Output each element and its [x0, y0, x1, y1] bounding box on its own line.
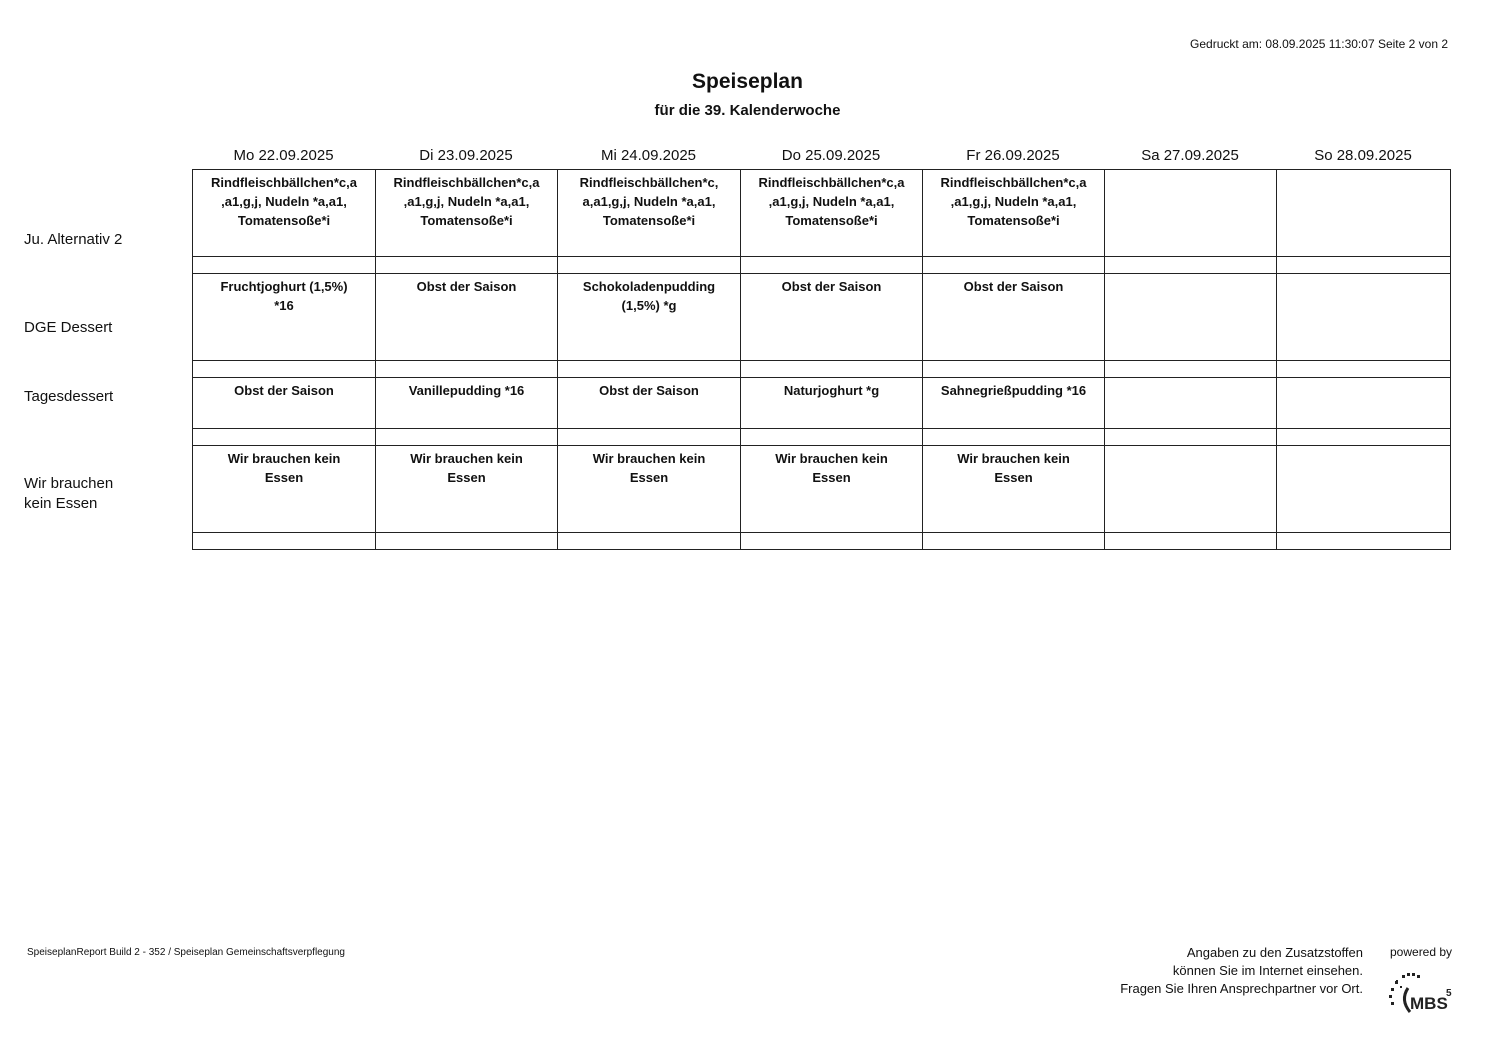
- menu-item-text: [1277, 446, 1450, 449]
- menu-cell-tagesdessert-tue: [376, 378, 558, 429]
- menu-item-text: Rindfleischbällchen*c,a ,a1,g,j, Nudeln *a,a1, Tomatensoße*i: [211, 175, 357, 228]
- menu-row-kein-essen: [193, 446, 1451, 533]
- menu-item-text: Fruchtjoghurt (1,5%) *16: [220, 279, 348, 313]
- menu-cell-tagesdessert-wed: [558, 378, 741, 429]
- spacer-cell: [1277, 429, 1451, 446]
- menu-cell-dge-dessert-fri: [923, 274, 1105, 361]
- menu-item-text: Obst der Saison: [416, 279, 517, 294]
- menu-row-tagesdessert: [193, 378, 1451, 429]
- menu-cell-dge-dessert-sat: [1105, 274, 1277, 361]
- menu-item-text: [1105, 446, 1276, 449]
- day-header-wed: Mi 24.09.2025: [600, 147, 697, 164]
- menu-cell-ju-alternativ-mon: [193, 170, 376, 257]
- menu-item-text: Wir brauchen kein Essen: [592, 451, 706, 485]
- menu-cell-kein-essen-wed: [558, 446, 741, 533]
- menu-cell-tagesdessert-sun: [1277, 378, 1451, 429]
- spacer-row: [193, 533, 1451, 550]
- menu-item-text: Rindfleischbällchen*c,a ,a1,g,j, Nudeln *a,a1, Tomatensoße*i: [758, 175, 905, 228]
- menu-cell-dge-dessert-wed: [558, 274, 741, 361]
- menu-cell-dge-dessert-mon: [193, 274, 376, 361]
- spacer-cell: [1105, 429, 1277, 446]
- menu-item-text: Rindfleischbällchen*c,a ,a1,g,j, Nudeln *a,a1, Tomatensoße*i: [940, 175, 1087, 228]
- menu-cell-ju-alternativ-fri: [923, 170, 1105, 257]
- spacer-cell: [923, 429, 1105, 446]
- spacer-cell: [558, 257, 741, 274]
- logo-superscript: 5: [1446, 988, 1452, 999]
- additives-note-line: können Sie im Internet einsehen.: [1172, 963, 1363, 978]
- spacer-cell: [193, 429, 376, 446]
- spacer-cell: [741, 533, 923, 550]
- menu-row-dge-dessert: [193, 274, 1451, 361]
- menu-cell-kein-essen-fri: [923, 446, 1105, 533]
- spacer-cell: [558, 429, 741, 446]
- spacer-cell: [193, 533, 376, 550]
- menu-cell-ju-alternativ-wed: [558, 170, 741, 257]
- page-title: Speiseplan: [692, 70, 803, 93]
- menu-cell-ju-alternativ-tue: [376, 170, 558, 257]
- spacer-row: [193, 429, 1451, 446]
- day-header-fri: Fr 26.09.2025: [966, 147, 1060, 164]
- menu-cell-tagesdessert-thu: [741, 378, 923, 429]
- page-subtitle: für die 39. Kalenderwoche: [654, 102, 841, 119]
- day-header-mon: Mo 22.09.2025: [233, 147, 334, 164]
- menu-item-text: Obst der Saison: [599, 383, 699, 398]
- row-label-dge-dessert: DGE Dessert: [24, 319, 113, 336]
- menu-item-text: [1277, 274, 1450, 277]
- menu-item-text: Wir brauchen kein Essen: [775, 451, 888, 485]
- spacer-cell: [1105, 533, 1277, 550]
- menu-table: [192, 169, 1451, 550]
- menu-item-text: Vanillepudding *16: [408, 383, 525, 398]
- spacer-cell: [741, 429, 923, 446]
- row-label-tagesdessert: Tagesdessert: [24, 388, 114, 405]
- menu-cell-ju-alternativ-sat: [1105, 170, 1277, 257]
- spacer-cell: [1105, 257, 1277, 274]
- mbs-logo: [1386, 972, 1458, 1020]
- menu-item-text: Obst der Saison: [234, 383, 334, 398]
- additives-note: [1120, 944, 1363, 998]
- menu-item-text: Schokoladenpudding (1,5%) *g: [582, 279, 716, 313]
- row-label-kein-essen: Wir brauchen kein Essen: [24, 475, 114, 512]
- spacer-cell: [741, 361, 923, 378]
- day-header-row: [192, 146, 1450, 166]
- spacer-cell: [558, 533, 741, 550]
- row-label-ju-alternativ: Ju. Alternativ 2: [24, 231, 123, 248]
- spacer-row: [193, 257, 1451, 274]
- menu-item-text: [1105, 274, 1276, 277]
- menu-item-text: [1277, 378, 1450, 381]
- menu-item-text: Wir brauchen kein Essen: [410, 451, 523, 485]
- spacer-cell: [193, 361, 376, 378]
- menu-cell-kein-essen-thu: [741, 446, 923, 533]
- spacer-cell: [1105, 361, 1277, 378]
- menu-item-text: Wir brauchen kein Essen: [957, 451, 1070, 485]
- menu-item-text: Naturjoghurt *g: [783, 383, 880, 398]
- additives-note-line: Angaben zu den Zusatzstoffen: [1186, 945, 1363, 960]
- report-info: SpeiseplanReport Build 2 - 352 / Speiseplan Gemeinschaftsverpflegung: [27, 947, 345, 958]
- spacer-cell: [376, 533, 558, 550]
- menu-cell-kein-essen-tue: [376, 446, 558, 533]
- menu-cell-kein-essen-sat: [1105, 446, 1277, 533]
- spacer-cell: [923, 533, 1105, 550]
- menu-cell-dge-dessert-tue: [376, 274, 558, 361]
- spacer-cell: [558, 361, 741, 378]
- menu-item-text: [1277, 170, 1450, 173]
- powered-by-label: powered by: [1390, 945, 1453, 959]
- menu-row-ju-alternativ: [193, 170, 1451, 257]
- day-header-sun: So 28.09.2025: [1314, 147, 1412, 164]
- menu-cell-dge-dessert-sun: [1277, 274, 1451, 361]
- menu-cell-kein-essen-sun: [1277, 446, 1451, 533]
- spacer-cell: [1277, 533, 1451, 550]
- spacer-cell: [376, 429, 558, 446]
- spacer-cell: [923, 257, 1105, 274]
- spacer-cell: [923, 361, 1105, 378]
- menu-cell-ju-alternativ-sun: [1277, 170, 1451, 257]
- spacer-cell: [193, 257, 376, 274]
- spacer-cell: [741, 257, 923, 274]
- spacer-cell: [376, 361, 558, 378]
- menu-item-text: Wir brauchen kein Essen: [227, 451, 341, 485]
- day-header-sat: Sa 27.09.2025: [1141, 147, 1239, 164]
- menu-item-text: [1105, 170, 1276, 173]
- spacer-cell: [1277, 257, 1451, 274]
- menu-item-text: Sahnegrießpudding *16: [940, 383, 1087, 398]
- spacer-row: [193, 361, 1451, 378]
- printed-timestamp: Gedruckt am: 08.09.2025 11:30:07 Seite 2 von 2: [1190, 37, 1448, 51]
- menu-item-text: [1105, 378, 1276, 381]
- menu-cell-tagesdessert-fri: [923, 378, 1105, 429]
- menu-item-text: Obst der Saison: [963, 279, 1064, 294]
- menu-cell-dge-dessert-thu: [741, 274, 923, 361]
- spacer-cell: [376, 257, 558, 274]
- day-header-tue: Di 23.09.2025: [419, 147, 513, 164]
- menu-item-text: Obst der Saison: [781, 279, 882, 294]
- menu-cell-tagesdessert-sat: [1105, 378, 1277, 429]
- menu-item-text: Rindfleischbällchen*c, a,a1,g,j, Nudeln *a,a1, Tomatensoße*i: [579, 175, 719, 228]
- menu-cell-kein-essen-mon: [193, 446, 376, 533]
- menu-cell-tagesdessert-mon: [193, 378, 376, 429]
- spacer-cell: [1277, 361, 1451, 378]
- additives-note-line: Fragen Sie Ihren Ansprechpartner vor Ort.: [1120, 981, 1363, 996]
- menu-cell-ju-alternativ-thu: [741, 170, 923, 257]
- menu-item-text: Rindfleischbällchen*c,a ,a1,g,j, Nudeln *a,a1, Tomatensoße*i: [393, 175, 540, 228]
- day-header-thu: Do 25.09.2025: [781, 147, 881, 164]
- logo-text: MBS: [1410, 994, 1448, 1013]
